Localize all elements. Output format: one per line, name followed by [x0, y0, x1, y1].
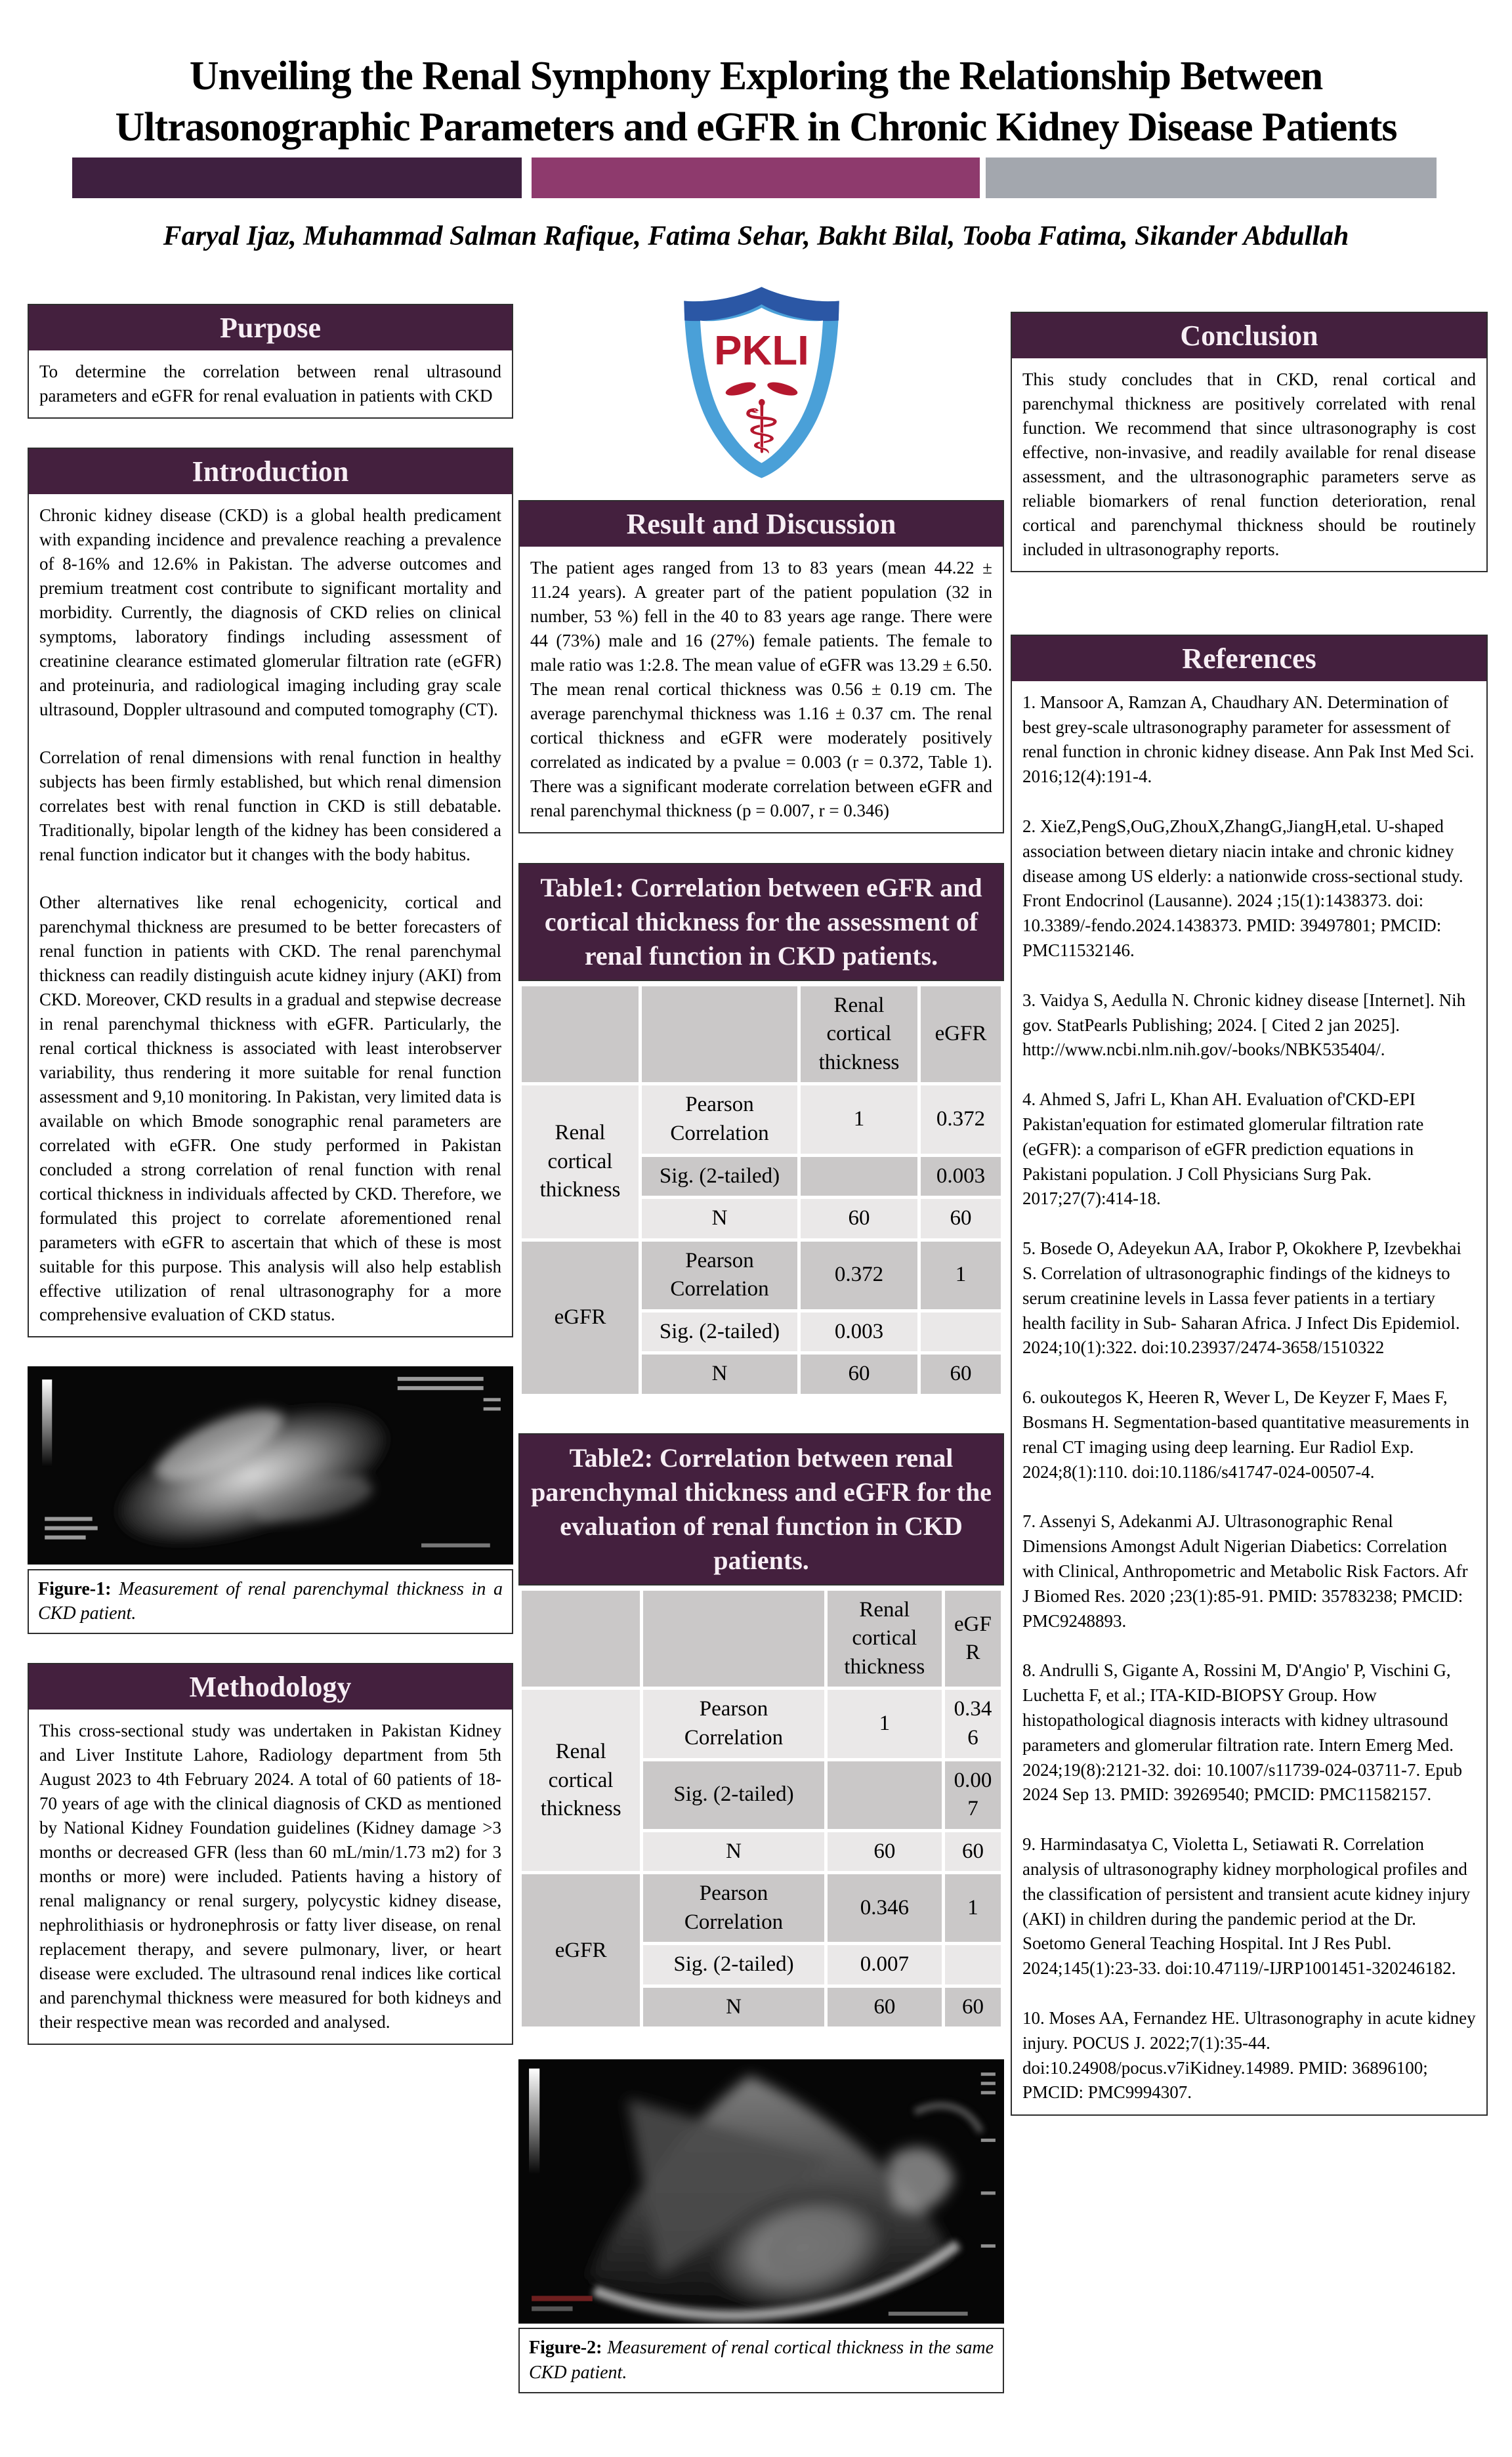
table-stat-label: Sig. (2-tailed)	[643, 1761, 824, 1829]
table-cell	[522, 1591, 640, 1687]
table-cell	[921, 1312, 1001, 1352]
table-row-group-label: Renal cortical thickness	[522, 1690, 640, 1871]
conclusion-body: This study concludes that in CKD, renal cortical and parenchymal thickness are positively correlated with renal function. We recommend that since ultrasonography is cost effective, non-invasive, and readily available for renal disease assessment, and the ultrasonographic parameters serve as reliable biomarkers of renal function deterioration, renal cortical and parenchymal thickness should be routinely included in ultrasonography reports.	[1022, 369, 1476, 559]
purpose-body: To determine the correlation between renal ultrasound parameters and eGFR for renal evaluation in patients with CKD	[39, 362, 501, 406]
table-cell	[643, 1591, 824, 1687]
table-cell: 0.346	[945, 1690, 1001, 1757]
table-column-header: eGFR	[921, 986, 1001, 1083]
table-cell	[828, 1761, 942, 1829]
table-row-group-label: eGFR	[522, 1242, 639, 1394]
ultrasound-image-2	[518, 2059, 1004, 2324]
references-heading: References	[1012, 636, 1486, 681]
methodology-body: This cross-sectional study was undertaken in Pakistan Kidney and Liver Institute Lahore, Radiology department from 5th August 2023 to 4th February 2024. A total of 60 patients of 18-70 years of age with the clinical diagnosis of CKD as mentioned by National Kidney Foundation guidelines (Kidney damage >3 months or decreased GFR (less than 60 mL/min/1.73 m2) for 3 months or more) were included. Patients having a history of renal malignancy or renal surgery, polycystic kidney disease, nephrolithiasis or hydronephrosis or fatty liver disease, on renal replacement therapy, and severe pulmonary, liver, or heart disease were excluded. The ultrasound renal indices like cortical and parenchymal thickness were measured for both kidneys and their respective mean was recorded and analysed.	[39, 1721, 501, 2032]
right-column	[1011, 312, 1488, 2116]
table-stat-label: Pearson Correlation	[643, 1874, 824, 1942]
table-stat-label: N	[642, 1199, 797, 1238]
table-stat-label: Pearson Correlation	[642, 1242, 797, 1309]
introduction-body	[29, 494, 512, 1337]
table-stat-label: N	[643, 1832, 824, 1872]
figure-1-caption	[28, 1569, 513, 1635]
reference-item: 6. oukoutegos K, Heeren R, Wever L, De Keyzer F, Maes F, Bosmans H. Segmentation-based quantitative measurements in renal CT imaging using deep learning. Eur Radiol Exp. 2024;8(1):110. doi:10.1186/s41747-024-00507-4.	[1022, 1387, 1469, 1482]
reference-item: 7. Assenyi S, Adekanmi AJ. Ultrasonographic Renal Dimensions Amongst Adult Nigerian Diabetics: Correlation with Clinical, Anthropometric and Metabolic Risk Factors. Afr J Biomed Res. 2020 ;23(1):85-91. PMID: 35783238; PMCID: PMC9248893.	[1022, 1511, 1468, 1631]
table-stat-label: Sig. (2-tailed)	[643, 1945, 824, 1984]
conclusion-section	[1011, 312, 1488, 572]
table-cell: 1	[921, 1242, 1001, 1309]
table-cell	[945, 1945, 1001, 1984]
reference-item: 3. Vaidya S, Aedulla N. Chronic kidney disease [Internet]. Nih gov. StatPearls Publishing; 2024. [ Cited 2 jan 2025]. http://www.ncbi.nlm.nih.gov/-books/NBK535404/.	[1022, 990, 1466, 1060]
accent-bar-gray	[986, 158, 1437, 198]
table-cell	[801, 1157, 917, 1196]
results-body: The patient ages ranged from 13 to 83 years (mean 44.22 ± 11.24 years). A greater part of the patient population (32 in number, 53 %) fell in the 40 to 83 years age range. There were 44 (73%) male and 16 (27%) female patients. The female to male ratio was 1:2.8. The mean value of eGFR was 13.29 ± 6.50. The mean renal cortical thickness was 0.56 ± 0.19 cm. The average parenchymal thickness was 1.16 ± 0.37 cm. The renal cortical thickness and eGFR were moderately positively correlated as indicated by a pvalue = 0.003 (r = 0.372, Table 1). There was a significant moderate correlation between eGFR and renal parenchymal thickness (p = 0.007, r = 0.346)	[530, 558, 992, 820]
table-column-header: Renal cortical thickness	[801, 986, 917, 1083]
correlation-table-2	[518, 1587, 1004, 2030]
table-column-header: Renal cortical thickness	[828, 1591, 942, 1687]
table-cell: 0.372	[801, 1242, 917, 1309]
ultrasound-figure-1	[28, 1366, 513, 1634]
table-cell: 0.007	[828, 1945, 942, 1984]
table-cell: 0.346	[828, 1874, 942, 1942]
correlation-table-1	[518, 983, 1004, 1397]
middle-column	[518, 284, 1004, 2393]
authors-line: Faryal Ijaz, Muhammad Salman Rafique, Fatima Sehar, Bakht Bilal, Tooba Fatima, Sikander Abdullah	[163, 221, 1349, 251]
table-column-header: eGFR	[945, 1591, 1001, 1687]
left-column	[28, 304, 513, 2045]
table-cell: 60	[921, 1199, 1001, 1238]
introduction-heading: Introduction	[29, 449, 512, 494]
figure-2-caption-text: Measurement of renal cortical thickness in the same CKD patient.	[529, 2338, 994, 2383]
introduction-paragraph: Other alternatives like renal echogenicity, cortical and parenchymal thickness are presumed to be better forecasters of renal function in patients with CKD. The renal parenchymal thickness can readily distinguish acute kidney injury (AKI) from CKD. Moreover, CKD results in a gradual and stepwise decrease in renal parenchymal thickness with eGFR. Particularly, the renal cortical thickness is associated with least interobserver variability, thus rendering it more suitable for renal function assessment and 9,10 monitoring. In Pakistan, very limited data is available on which Bmode sonographic renal parameters are correlated with eGFR. One study performed in Pakistan concluded a strong correlation of renal function with renal cortical thickness in individuals affected by CKD. Therefore, we formulated this project to correlate aforementioned renal parameters with eGFR to ascertain that which of these is most suitable for this purpose. This analysis will also help establish effective utilization of renal ultrasonography for a more comprehensive evaluation of CKD status.	[39, 892, 501, 1325]
page-title: Unveiling the Renal Symphony Exploring the Relationship Between Ultrasonographic Parameters and eGFR in Chronic Kidney Disease Patients	[115, 54, 1397, 150]
table-cell: 0.372	[921, 1085, 1001, 1153]
table-stat-label: Sig. (2-tailed)	[642, 1157, 797, 1196]
reference-item: 2. XieZ,PengS,OuG,ZhouX,ZhangG,JiangH,etal. U-shaped association between dietary niacin intake and chronic kidney disease among US elderly: a nationwide cross-sectional study. Front Endocrinol (Lausanne). 2024 ;15(1):1438373. doi: 10.3389/-fendo.2024.1438373. PMID: 39497801; PMCID: PMC11532146.	[1022, 816, 1463, 961]
table-stat-label: N	[642, 1354, 797, 1394]
table-cell: 0.003	[921, 1157, 1001, 1196]
ultrasound-image-1	[28, 1366, 513, 1564]
table-row-group-label: eGFR	[522, 1874, 640, 2026]
table-stat-label: Pearson Correlation	[643, 1690, 824, 1757]
table-cell: 1	[945, 1874, 1001, 1942]
table-cell: 60	[945, 1988, 1001, 2027]
methodology-section	[28, 1663, 513, 2045]
pkli-shield-icon	[675, 284, 849, 480]
table-cell	[522, 986, 639, 1083]
figure-2-caption	[518, 2328, 1004, 2393]
table-stat-label: Pearson Correlation	[642, 1085, 797, 1153]
pkli-logo	[518, 284, 1004, 480]
results-section	[518, 500, 1004, 833]
purpose-heading: Purpose	[29, 305, 512, 350]
table-stat-label: Sig. (2-tailed)	[642, 1312, 797, 1352]
introduction-section	[28, 448, 513, 1338]
pkli-logo-text: PKLI	[713, 327, 809, 374]
purpose-section	[28, 304, 513, 419]
table-cell	[642, 986, 797, 1083]
reference-item: 9. Harmindasatya C, Violetta L, Setiawati R. Correlation analysis of ultrasonography kidney morphological profiles and the classification of persistent and transient acute kidney injury (AKI) in children during the pandemic period at the Dr. Soetomo General Teaching Hospital. Int J Res Publ. 2024;145(1):23-33. doi:10.47119/-IJRP1001451-320246182.	[1022, 1834, 1471, 1979]
ultrasound-figure-2	[518, 2059, 1004, 2393]
figure-1-caption-label: Figure-1:	[38, 1578, 112, 1599]
table-stat-label: N	[643, 1988, 824, 2027]
table-cell: 60	[945, 1832, 1001, 1872]
accent-bar-purple	[72, 158, 522, 198]
table2-title: Table2: Correlation between renal parenchymal thickness and eGFR for the evaluation of renal function in CKD patients.	[518, 1433, 1004, 1586]
table-cell: 60	[921, 1354, 1001, 1394]
conclusion-heading: Conclusion	[1012, 313, 1486, 358]
reference-item: 10. Moses AA, Fernandez HE. Ultrasonography in acute kidney injury. POCUS J. 2022;7(1):35-44. doi:10.24908/pocus.v7iKidney.14989. PMID: 36896100; PMCID: PMC9994307.	[1022, 2007, 1476, 2103]
introduction-paragraph: Chronic kidney disease (CKD) is a global health predicament with expanding incidence and prevalence reaching a prevalence of 8-16% and 12.6% in Pakistan. The adverse outcomes and premium treatment cost contribute to significant mortality and morbidity. Currently, the diagnosis of CKD relies on clinical symptoms, laboratory findings including assessment of creatinine clearance estimated glomerular filtration rate (eGFR) and proteinuria, and radiological imaging including gray scale ultrasound, Doppler ultrasound and computed tomography (CT).	[39, 505, 501, 719]
methodology-heading: Methodology	[29, 1664, 512, 1710]
introduction-paragraph: Correlation of renal dimensions with renal function in healthy subjects has been firmly established, but which renal dimension correlates best with renal function in CKD is still debatable. Traditionally, bipolar length of the kidney has been considered a renal function indicator but it changes with the body habitus.	[39, 747, 501, 864]
table-cell: 0.003	[801, 1312, 917, 1352]
table1-title: Table1: Correlation between eGFR and cortical thickness for the assessment of renal function in CKD patients.	[518, 863, 1004, 981]
table-cell: 60	[828, 1832, 942, 1872]
table-cell: 1	[801, 1085, 917, 1153]
references-section	[1011, 635, 1488, 2116]
table-row-group-label: Renal cortical thickness	[522, 1085, 639, 1238]
accent-bar-magenta	[532, 158, 980, 198]
table-cell: 1	[828, 1690, 942, 1757]
reference-item: 4. Ahmed S, Jafri L, Khan AH. Evaluation of'CKD-EPI Pakistan'equation for estimated glomerular filtration rate (eGFR): a comparison of eGFR prediction equations in Pakistani population. J Coll Physicians Surg Pak. 2017;27(7):414-18.	[1022, 1089, 1424, 1209]
reference-item: 8. Andrulli S, Gigante A, Rossini M, D'Angio' P, Vischini G, Luchetta F, et al.; ITA-KID-BIOPSY Group. How histopathological diagnosis interacts with kidney ultrasound parameters and glomerular filtration rate. Intern Emerg Med. 2024;19(8):2121-32. doi: 10.1007/s11739-024-03711-7. Epub 2024 Sep 13. PMID: 39269540; PMCID: PMC11582157.	[1022, 1660, 1462, 1805]
results-heading: Result and Discussion	[520, 501, 1003, 547]
table-cell: 60	[801, 1354, 917, 1394]
reference-item: 5. Bosede O, Adeyekun AA, Irabor P, Okokhere P, Izevbekhai S. Correlation of ultrasonographic findings of the kidneys to serum creatinine levels in Lassa fever patients in a tertiary health facility in Sub- Saharan Africa. J Infect Dis Epidemiol. 2024;10(1):322. doi:10.23937/2474-3658/1510322	[1022, 1238, 1461, 1358]
figure-2-caption-label: Figure-2:	[529, 2338, 602, 2359]
figure-1-caption-text: Measurement of renal parenchymal thickness in a CKD patient.	[38, 1578, 503, 1624]
table-cell: 60	[801, 1199, 917, 1238]
table-cell: 60	[828, 1988, 942, 2027]
table-cell: 0.007	[945, 1761, 1001, 1829]
accent-bars	[72, 158, 1437, 198]
caduceus-icon: ⚕	[741, 385, 782, 471]
reference-item: 1. Mansoor A, Ramzan A, Chaudhary AN. Determination of best grey-scale ultrasonography parameter for assessment of renal function in chronic kidney disease. Ann Pak Inst Med Sci. 2016;12(4):191-4.	[1022, 692, 1475, 787]
references-body	[1012, 681, 1486, 2114]
